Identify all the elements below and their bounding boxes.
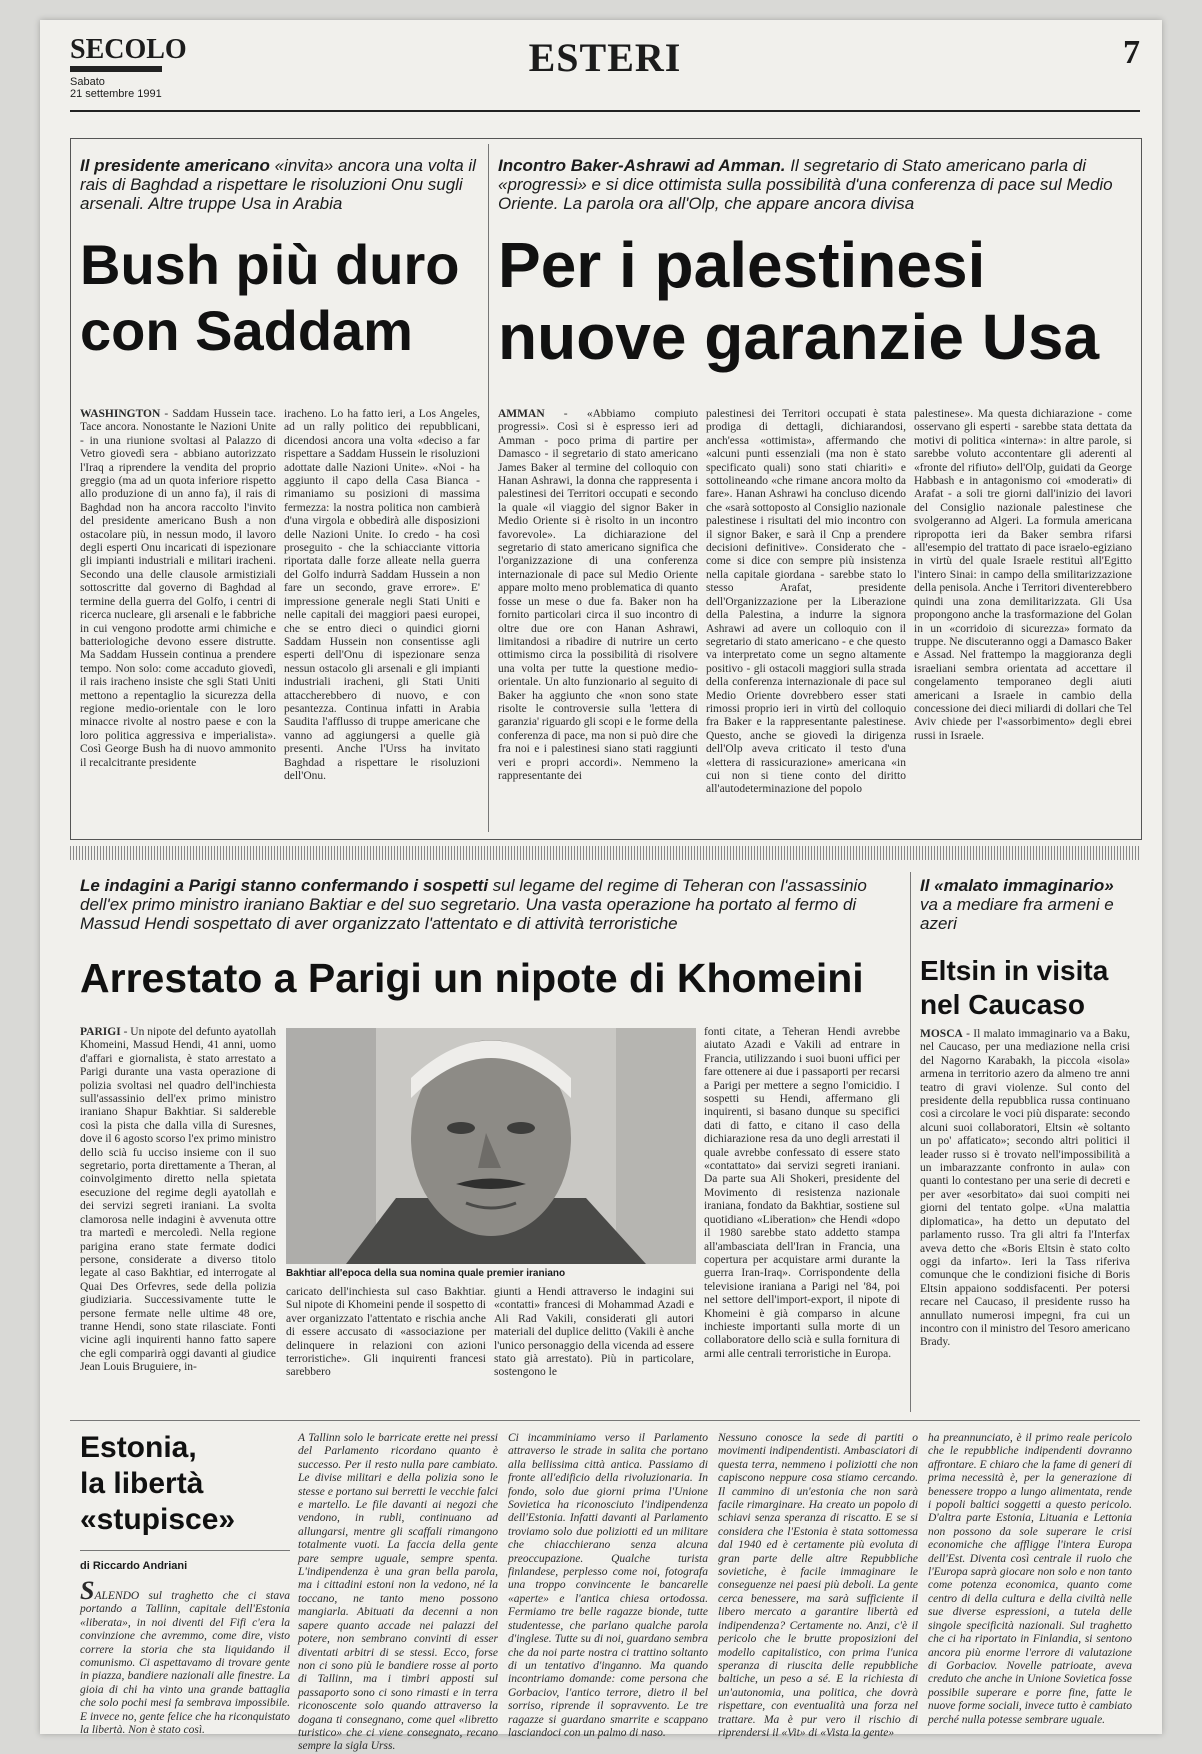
bush-text-2: iracheno. Lo ha fatto ieri, a Los Angeles, ad un rally politico dei repubblicani, dicendosi ancora una volta «deciso a far rispettare a Saddam Hussein le risoluzioni adottate dalle Nazioni Unite». «Noi - ha aggiunto il capo della Casa Bianca - rimaniamo su posizioni di massima fermezza: la nostra politica non cambierà d'una virgola e obbedirà alle disposizioni delle Nazioni Unite. Io credo - ha così proseguito - che la schiacciante vittoria riportata dalle forze alleate nella guerra del Golfo indurrà Saddam Hussein a non fare un secondo, grave errore». E' impressione generale negli Stati Uniti e nelle capitali dei maggiori paesi europei, che se entro dieci o quindici giorni Saddam Hussein non consentisse agli esperti dell'Onu di ispezionare senza nessun ostacolo gli arsenali e gli impianti industriali iracheni, gli Stati Uniti attaccherebbero di nuovo, e con pesantezza. Continua infatti in Arabia Saudita l'afflusso di truppe americane che vanno ad aggiungersi a quelle già presenti. Anche l'Urss ha invitato Baghdad a rispettare le risoluzioni dell'Onu.	[284, 408, 480, 782]
bush-column-1	[80, 408, 276, 826]
masthead	[70, 34, 1140, 104]
khomeini-kicker-text: sul legame del regime di Teheran con l'assassinio dell'ex primo ministro iraniano Baktiar e del suo segretario. Una vasta operazione ha portato al fermo di Massud Hendi sospettato di aver organizzato l'attentato e di attività terroristiche	[80, 876, 867, 933]
baker-column-1	[498, 408, 698, 826]
section-divider	[70, 846, 1140, 860]
estonia-byline: di Riccardo Andriani	[80, 1560, 188, 1572]
estonia-top-rule	[70, 1420, 1140, 1421]
bakhtiar-photo	[286, 1028, 696, 1264]
estonia-text-4: Nessuno conosce la sede di partiti o movimenti indipendentisti. Ambasciatori di questa terra, nemmeno i poliziotti che non capiscono neppure cosa stiamo cercando. Il cammino di un'estonia che non sarà facile rimarginare. Ha creato un popolo di schiavi senza speranza di riscatto. E se si considera che l'Estonia è stata sottomessa dal 1940 ed è certamente più evoluta di gran parte delle altre Repubbliche sovietiche, è facile immaginare le conseguenze nei paesi più deboli. La gente cerca benessere, ma sarà sufficiente il libero mercato a garantire libertà ed indipendenza? Certamente no. Anzi, c'è il pericolo che le brutte proposizioni del modello capitalistico, con prima l'unica speranza di riuscita delle repubbliche baltiche, un peso a sé. E la richiesta di un'autonomia, una politica, che dovrà rispettare, con eventualità una forza nel trattare. Ma è pur vero il rischio di riprendersi il «Vit» di «Vista la gente»	[718, 1432, 918, 1739]
estonia-text-3: Ci incamminiamo verso il Parlamento attraverso le strade in salita che portano alla bellissima città antica. Passiamo di fronte all'edificio della rivoluzionaria. In fondo, solo due giorni prima l'Unione Sovietica ha riconosciuto l'indipendenza dell'Estonia. Infatti davanti al Parlamento troviamo solo due poliziotti ed un militare che chiacchierano senza alcuna preoccupazione. Qualche turista finlandese, perplesso come noi, fotografa una troppo convincente le bancarelle «aperte» e l'antica chiesa ortodossa. Fermiamo tre belle ragazze bionde, tutte studentesse, che parlano qualche parola d'inglese. Tutte su di noi, guardano sembra che da noi parte nostra ci trattino soltanto di un tentativo d'inganno. Ma quando incontriamo domande: come persona che Gorbaciov, l'antico terrore, dietro il bel sorriso, riprende il sopravvento. Le tre ragazze si guardano smarrite e scappano lasciandoci con un palmo di naso.	[508, 1432, 708, 1739]
bush-kicker-text: «invita» ancora una volta il rais di Baghdad a rispettare le risoluzioni Onu sugli arsenali. Altre truppe Usa in Arabia	[80, 156, 476, 213]
khomeini-text-1: - Un nipote del defunto ayatollah Khomeini, Massud Hendi, 41 anni, uomo d'affari e giornalista, è stato arrestato a Parigi durante una vasta operazione di polizia svoltasi nel quadro dell'inchiesta sull'assassinio dell'ex primo ministro iraniano Shapur Bakhtiar. Si saldereble così la pista che dalla villa di Suresnes, dove il 6 agosto scorso l'ex primo ministro dello scià fu ucciso insieme con il suo segretario, porta direttamente a Theran, al coinvolgimento diretto nella spietata esecuzione del regime degli ayatollah e dei servizi segreti iraniani. La svolta clamorosa nelle indagini è avvenuta ottre tra martedì e mercoledì. Nella regione parigina erano state fermate dodici persone, considerate a diverso titolo legate al caso Bakhtiar, ed interrogate al Quai Des Orfevres, sede della polizia giudiziaria. Successivamente tutte le persone fermate nelle ultime 48 ore, tranne Hendi, sono state rilasciate. Fonti vicine agli inquirenti hanno fatto sapere che egli comparirà oggi davanti al giudice Jean Louis Bruguiere, in-	[80, 1026, 276, 1374]
bush-dateline: WASHINGTON	[80, 408, 161, 420]
baker-dateline: AMMAN	[498, 408, 545, 420]
khomeini-column-3	[494, 1286, 694, 1414]
top-divider	[488, 144, 489, 832]
estonia-column-3	[508, 1432, 708, 1739]
estonia-headline	[80, 1430, 300, 1538]
khomeini-text-2: caricato dell'inchiesta sul caso Bakhtiar. Sul nipote di Khomeini pende il sospetto di aver organizzato l'attentato e rischia anche di essere accusato di «associazione per delinquere in relazioni con azioni terroristiche». Gli inquirenti francesi sarebbero	[286, 1286, 486, 1379]
eltsin-dateline: MOSCA	[920, 1028, 963, 1040]
eltsin-kicker-text: va a mediare fra armeni e azeri	[920, 895, 1114, 933]
khomeini-column-1	[80, 1026, 276, 1414]
eltsin-kicker-bold: Il «malato immaginario»	[920, 876, 1114, 895]
khomeini-kicker-bold: Le indagini a Parigi stanno confermando i sospetti	[80, 876, 489, 895]
khomeini-text-3: giunti a Hendi attraverso le indagini sui «contatti» francesi di Mohammad Azadi e Ali Rad Vakili, considerati gli autori materiali del duplice delitto (Vakili è anche l'unico personaggio della vicenda ad essere stato già arrestato). Più in particolare, sostengono le	[494, 1286, 694, 1379]
baker-column-2	[706, 408, 906, 826]
estonia-dropcap: S	[80, 1576, 95, 1605]
baker-text-1: - «Abbiamo compiuto progressi». Così si è espresso ieri ad Amman - poco prima di partire per Damasco - il segretario di stato americano James Baker al termine del colloquio con Hanan Ashrawi, la donna che rappresenta i palestinesi dei Territori occupati e secondo la quale «il viaggio del signor Baker in Medio Oriente si è risolto in un incontro favorevole». La dichiarazione del segretario di stato americano significa che l'organizzazione di una conferenza internazionale di pace sul Medio Oriente appare molto meno problematica di quanto fosse un mese o due fa. Baker non ha fornito particolari circa il suo incontro di oltre due ore con Hanan Ashrawi, limitandosi a ribadire di nutrire un certo ottimismo circa la possibilità di risolvere una volta per tutte la questione medio-orientale. Un alto funzionario al seguito di Baker ha aggiunto che «non sono state risolte le controversie sulla 'lettera di garanzia' riguardo gli scopi e le forme della conferenza di pace, ma non si può dire che fra noi e i palestinesi siano stati raggiunti veri e propri accordi». Nemmeno la rappresentante dei	[498, 408, 698, 782]
estonia-column-4	[718, 1432, 918, 1739]
estonia-text-1: ALENDO sul traghetto che ci stava portando a Tallinn, capitale dell'Estonia «liberata», in noi diventi del Fifi c'era la convinzione che avremmo, come dire, visto correre la storia che sta liquidando il comunismo. Ci aspettavamo di trovare gente in piazza, bandiere nazionali alle finestre. La gioia di chi ha vinto una grande battaglia che solo pochi mesi fa sembrava impossibile. E invece no, gente felice che ha riconquistato la libertà. Non è stato così.	[80, 1590, 290, 1737]
section-title: ESTERI	[528, 35, 682, 80]
bakhtiar-portrait-image	[286, 1028, 696, 1264]
baker-text-2: palestinesi dei Territori occupati è stata prodiga di dettagli, dichiarandosi, anch'essa «ottimista», affermando che «alcuni punti essenziali (ma non è stato specificato quali) sono stati chiariti» e sottolineando «che rimane ancora molto da fare». Hanan Ashrawi ha concluso dicendo che «sarà sottoposto al Consiglio nazionale palestinese i risultati del mio incontro con il signor Baker, e sarà il Cnp a prendere decisioni definitive». Considerato che - come si dice con sempre più insistenza nella capitale giordana - sarebbe stato lo stesso Arafat, presidente dell'Organizzazione per la Liberazione della Palestina, a indurre la signora Ashrawi ad avere un colloquio con il segretario di stato americano - e che questo va interpretato come un segno altamente positivo - gli ostacoli maggiori sulla strada della conferenza internazionale di pace sul Medio Oriente dovrebbero esser stati rimossi proprio ieri in virtù del colloquio fra Baker e la rappresentante palestinese. Questo, anche se giovedì la dirigenza dell'Olp aveva criticato il testo d'una «lettera di rassicurazione» americana «in cui non si tiene conto del diritto all'autodeterminazione del popolo	[706, 408, 906, 796]
khomeini-dateline: PARIGI	[80, 1026, 121, 1038]
bush-kicker-bold: Il presidente americano	[80, 156, 270, 175]
khomeini-column-2	[286, 1286, 486, 1414]
khomeini-kicker	[80, 876, 900, 933]
estonia-column-2	[298, 1432, 498, 1753]
masthead-rule	[70, 110, 1140, 112]
baker-kicker-text: Il segretario di Stato americano parla di «progressi» e si dice ottimista sulla possibilità d'una conferenza di pace sul Medio Oriente. La parola ora all'Olp, che appare ancora divisa	[498, 156, 1113, 213]
estonia-headline-1: Estonia,	[80, 1431, 197, 1464]
estonia-column-1	[80, 1576, 290, 1737]
eltsin-divider	[910, 872, 911, 1412]
khomeini-column-4	[704, 1026, 900, 1414]
bush-text-1: - Saddam Hussein tace. Tace ancora. Nonostante le Nazioni Unite - in una riunione svoltasi al Palazzo di Vetro giovedì sera - abbiano autorizzato l'Iraq a riprendere la vendita del proprio greggio (ma ad un quota inferiore rispetto allo produzione di un anno fa), il rais di Baghdad non ha ancora raccolto l'invito del presidente americano Bush a non ostacolare più, in nessun modo, il lavoro degli esperti Onu incaricati di ispezionare gli impianti industriali e militari iracheni. Secondo una delle clausole armistiziali sottoscritte dal governo di Baghdad al termine della guerra del Golfo, i centri di ricerca nucleare, gli arsenali e le fabbriche in cui vengono prodotte armi chimiche e batteriologiche devono essere distrutte. Ma Saddam Hussein continua a prendere tempo. Non solo: come accaduto giovedì, il rais iracheno insiste che sgli Stati Uniti mettono a repentaglio la sicurezza della regione medio-orientale con le loro minacce rivolte al nostro paese e con la loro politica aggressiva e imperialista». Così George Bush ha di nuovo ammonito il recalcitrante presidente	[80, 408, 276, 769]
newspaper-logo: SECOLO	[70, 34, 187, 65]
issue-day: Sabato	[70, 76, 105, 88]
eltsin-text: - Il malato immaginario va a Baku, nel Caucaso, per una mediazione nella crisi del Nagorno Karabakh, la piccola «isola» armena in territorio azero da almeno tre anni teatro di gravi violenze. Sul conto del presidente della repubblica russa continuano così a circolare le voci più disparate: secondo alcuni suoi collaboratori, Eltsin «è soltanto un po' affaticato»; secondo altri politici il leader russo si è trovato nell'impossibilità a un imbarazzante confronto in aula» con quanti lo contestano per una serie di decreti e per aver «esorbitato» dai suoi compiti nei giorni del tentato golpe. «Una malattia diplomatica», ha detto un deputato del parlamento russo. Tra gli altri fa l'Interfax aveva detto che «Boris Eltsin è stato colto oggi da infarto». Ieri la Tass riferiva comunque che le condizioni fisiche di Boris Eltsin appaiono soddisfacenti. Per potersi recare nel Caucaso, il presidente russo ha annullato numerosi impegni, fra cui un incontro con il ministro del Tesoro americano Brady.	[920, 1028, 1130, 1349]
newspaper-page	[40, 20, 1162, 1753]
byline-rule	[80, 1550, 290, 1551]
estonia-text-5: ha preannunciato, è il primo reale pericolo che le repubbliche indipendenti dovranno affrontare. E chiaro che la fame di generi di prima necessità è, per la generazione di benessere troppo a lungo alimentata, rende i popoli baltici soggetti a questo pericolo. D'altra parte Estonia, Lituania e Lettonia non possono da sole superare le crisi economiche che affligge l'intera Europa dell'Est. Diventa così centrale il ruolo che l'Europa saprà giocare non solo e non tanto come potenza economica, quanto come centro di della cultura e della civiltà nelle sue diverse espressioni, a tutela delle singole specificità nazionali. Sul traghetto che ci ha riportato in Finlandia, si sentono ancora più enorme l'errore di valutazione di Gorbaciov. Novelle patrioate, aveva creduto che anche in Unione Sovietica fosse possibile superare e porre fine, fatte le nuove forme sociali, invece tutto è cambiato perché nulla potesse sembrare uguale.	[928, 1432, 1132, 1726]
eltsin-headline: Eltsin in visita nel Caucaso	[920, 955, 1109, 1020]
bush-column-2	[284, 408, 480, 826]
baker-column-3	[914, 408, 1132, 826]
baker-headline-1: Per i palestinesi	[498, 229, 986, 301]
issue-full-date: 21 settembre 1991	[70, 88, 162, 100]
page-number: 7	[1123, 34, 1140, 71]
estonia-headline-3: «stupisce»	[80, 1503, 236, 1536]
baker-headline-2: nuove garanzie Usa	[498, 301, 1100, 373]
baker-text-3: palestinese». Ma questa dichiarazione - come osservano gli esperti - sarebbe stata dettata da motivi di politica «interna»: in altre parole, si sarebbe voluto accontentare gli aderenti al «fronte del rifiuto» dell'Olp, guidati da George Habbash e in antagonismo coi «moderati» di Arafat - a soli tre giorni dall'inizio dei lavori del Consiglio nazionale palestinese che svolgeranno ad Algeri. La formula americana ripropotta ieri da Baker sembra rifarsi all'esempio del trattato di pace israelo-egiziano in virtù del quale Israele restituì all'Egitto l'intero Sinai: in campo della smilitarizzazione della penisola. Anche i Territori diventerebbero quindi una zona demilitarizzata. Gli Usa propongono anche la trasformazione del Golan in un «corridoio di sicurezza» formato da truppe. Ne discuteranno oggi a Damasco Baker e Assad. Nel frattempo la maggioranza degli israeliani sembra orientata ad accettare il congelamento temporaneo degli aiuti americani a Israele in cambio della concessione dei dieci miliardi di dollari che Tel Aviv chiede per l'«assorbimento» degli ebrei russi in Israele.	[914, 408, 1132, 742]
estonia-column-5	[928, 1432, 1132, 1732]
khomeini-text-4: fonti citate, a Teheran Hendi avrebbe aiutato Azadi e Vakili ad entrare in Francia, utilizzando i suoi buoni uffici per fare ottenere ai due i passaporti per recarsi a Parigi per mettere a segno l'omicidio. I sospetti su Hendi, affermano gli inquirenti, si basano dunque su specifici dati di fatto, e citano il caso della dichiarazione resa da uno degli arrestati il quale avrebbe confessato di essere stato «contattato» dai servizi segreti iraniani. Da parte sua Ali Shokeri, presidente del Movimento di resistenza nazionale iraniana, fondato da Bakhtiar, sostiene sul quotidiano «Liberation» che Hendi «dopo il 1980 sarebbe stato addetto stampa all'ambasciata dell'Iran in Francia, una copertura per acquistare armi durante la guerra Iran-Iraq». Corrispondente della televisione iraniana a Parigi nel '84, poi nel settore dell'import-export, il nipote di Khomeini è già comparso in alcune inchieste importanti sulla morte di un collaboratore dello scià e sulla fornitura di armi alle centrali terroristiche in Europa.	[704, 1026, 900, 1360]
baker-kicker-bold: Incontro Baker-Ashrawi ad Amman.	[498, 156, 786, 175]
estonia-text-2: A Tallinn solo le barricate erette nei pressi del Parlamento ricordano quanto è successo. Per il resto nulla pare cambiato. Le divise militari e della polizia sono le stesse e portano sui berretti le vecchie falci e martello. Le file davanti ai negozi che vendono, in rubli, continuano ad allungarsi, mentre gli scaffali rimangono totalmente vuoti. La faccia della gente pare sempre uguale, sempre spenta. L'indipendenza è una gran bella parola, ma i cittadini estoni non la vedono, né la toccano, ne tanto meno possono mangiarla. Abituati da decenni a non sapere quanto accade nei palazzi del potere, non sembrano convinti di esser diventati arbitri di se stessi. Ecco, forse non ci sono più le bandiere rosse al porto di Tallinn, ma i timbri apposti sul passaporto sono ci sono rimasti e in terra riconoscente solo quando attraverso la dogana ti consegnano, come quel «libretto turistico» che ci viene consegnato, recano sempre la sigla Urss.	[298, 1432, 498, 1753]
bush-headline: Bush più duro con Saddam	[80, 233, 460, 362]
eltsin-kicker	[920, 876, 1130, 933]
eltsin-column	[920, 1028, 1130, 1414]
baker-kicker	[498, 156, 1130, 213]
bush-kicker	[80, 156, 478, 213]
khomeini-headline: Arrestato a Parigi un nipote di Khomeini	[80, 955, 864, 1001]
photo-caption: Bakhtiar all'epoca della sua nomina quale premier iraniano	[286, 1268, 566, 1279]
estonia-headline-2: la libertà	[80, 1467, 204, 1500]
